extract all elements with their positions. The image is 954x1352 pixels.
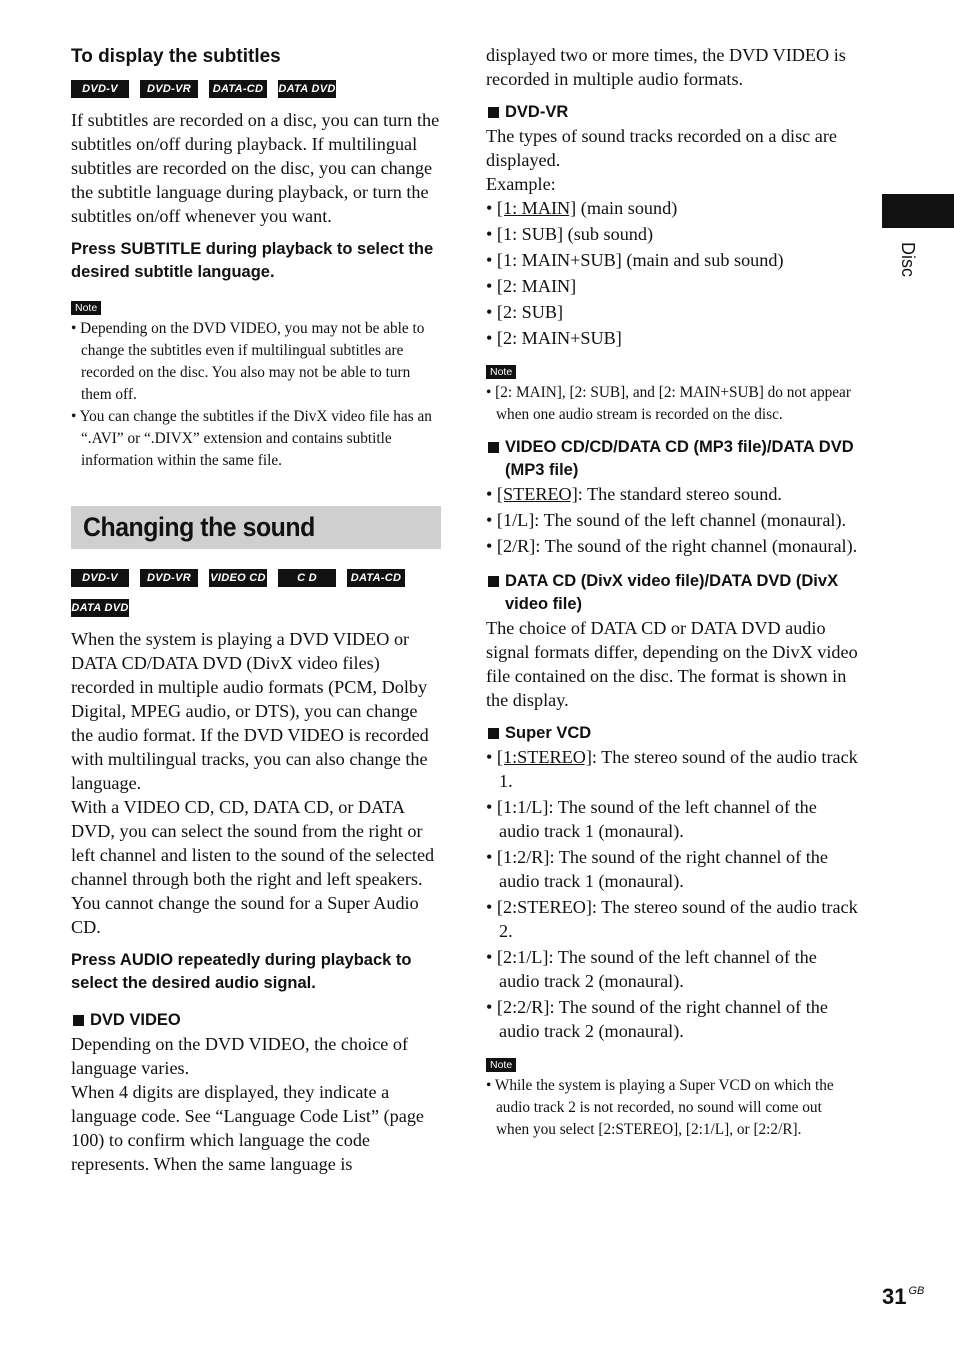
vcd-heading-text: VIDEO CD/CD/DATA CD (MP3 file)/DATA DVD (MP3 file) xyxy=(505,438,854,479)
option-text: [1/L]: The sound of the left channel (monaural). xyxy=(496,510,847,530)
section-header xyxy=(71,506,441,549)
default-option: [1: MAIN] xyxy=(496,198,577,218)
dvdvr-note xyxy=(486,362,858,426)
left-column xyxy=(71,40,441,1176)
option-item: • [1: MAIN] (main sound) xyxy=(486,198,678,218)
dvd-video-body: Depending on the DVD VIDEO, the choice of language varies. xyxy=(71,1034,409,1078)
subtitles-instruction: Press SUBTITLE during playback to select the desired subtitle language. xyxy=(71,240,434,281)
option-text: [1:2/R]: The sound of the right channel of the audio track 1 (monaural). xyxy=(496,847,828,891)
chapter-tab-label: Disc xyxy=(898,242,918,277)
disc-badge: VIDEO CD xyxy=(209,569,267,587)
option-text: (main sound) xyxy=(576,198,678,218)
note-label: Note xyxy=(486,1058,516,1072)
square-bullet-icon xyxy=(488,107,499,118)
option-item: • [2/R]: The sound of the right channel (monaural). xyxy=(486,536,858,556)
option-item: • [1: SUB] (sub sound) xyxy=(486,224,654,244)
disc-badge: DATA-CD xyxy=(209,80,267,98)
option-text: [2/R]: The sound of the right channel (monaural). xyxy=(496,536,858,556)
dvd-video-body: When 4 digits are displayed, they indicate a language code. See “Language Code List” (page 100) to confirm which language the code represents. When the same language is xyxy=(71,1082,424,1174)
option-item: • [1: MAIN+SUB] (main and sub sound) xyxy=(486,250,784,270)
subtitles-body: If subtitles are recorded on a disc, you can turn the subtitles on/off during playback. If multilingual subtitles are recorded on the disc, you can change the subtitle language during playback, or turn the subtitles on/off whenever you want. xyxy=(71,110,440,226)
subtitles-notes xyxy=(71,318,441,472)
svcd-heading xyxy=(486,722,858,745)
dvdvr-body: The types of sound tracks recorded on a disc are displayed. xyxy=(486,126,837,170)
page-number-value: 31 xyxy=(882,1284,907,1309)
dvd-video-heading-text: DVD VIDEO xyxy=(90,1011,181,1029)
option-text: [2:1/L]: The sound of the left channel of the audio track 2 (monaural). xyxy=(496,947,817,991)
divx-heading-text: DATA CD (DivX video file)/DATA DVD (DivX video file) xyxy=(505,572,839,613)
disc-badge: DVD-V xyxy=(71,569,129,587)
option-text: [1: MAIN+SUB] (main and sub sound) xyxy=(496,250,784,270)
option-item: • [2:1/L]: The sound of the left channel of the audio track 2 (monaural). xyxy=(486,947,817,991)
square-bullet-icon xyxy=(488,576,499,587)
chapter-tab-marker xyxy=(882,194,954,228)
note-item: • While the system is playing a Super VCD on which the audio track 2 is not recorded, no sound will come out when you select [2:STEREO], [2:1/L], or [2:2/R]. xyxy=(486,1077,834,1138)
svcd-options xyxy=(486,745,858,1043)
svcd-heading-text: Super VCD xyxy=(505,724,592,742)
subtitles-heading: To display the subtitles xyxy=(71,46,281,67)
option-text: [1: SUB] (sub sound) xyxy=(496,224,654,244)
sound-body-paragraph: When the system is playing a DVD VIDEO or DATA CD/DATA DVD (DivX video files) recorded in multiple audio formats (PCM, Dolby Digital, MPEG audio, or DTS), you can change the audio format. If the DVD VIDEO is recorded with multilingual tracks, you can also change the language. xyxy=(71,629,429,793)
sound-disc-badges xyxy=(71,569,441,617)
disc-badge: DVD-VR xyxy=(140,569,198,587)
option-text: [1:1/L]: The sound of the left channel of the audio track 1 (monaural). xyxy=(496,797,817,841)
option-text: [2: SUB] xyxy=(496,302,564,322)
option-item: • [1/L]: The sound of the left channel (monaural). xyxy=(486,510,847,530)
option-text: [2: MAIN] xyxy=(496,276,577,296)
option-item: • [1:STEREO]: The stereo sound of the audio track 1. xyxy=(486,747,858,791)
option-item: • [2:2/R]: The sound of the right channel of the audio track 2 (monaural). xyxy=(486,997,828,1041)
option-text: : The standard stereo sound. xyxy=(577,484,782,504)
note-label: Note xyxy=(71,301,101,315)
note-label: Note xyxy=(486,365,516,379)
option-text: [2: MAIN+SUB] xyxy=(496,328,622,348)
divx-body: The choice of DATA CD or DATA DVD audio signal formats differ, depending on the DivX video file contained on the disc. The format is shown in the display. xyxy=(486,618,858,710)
option-text: : The stereo sound of the audio track 1. xyxy=(499,747,858,791)
page-number xyxy=(882,1284,924,1310)
option-text: [2:STEREO]: The stereo sound of the audio track 2. xyxy=(496,897,858,941)
square-bullet-icon xyxy=(73,1015,84,1026)
sound-body-paragraph: You cannot change the sound for a Super Audio CD. xyxy=(71,893,419,937)
divx-heading xyxy=(486,570,858,616)
option-item: • [2:STEREO]: The stereo sound of the audio track 2. xyxy=(486,897,858,941)
dvdvr-example: Example: xyxy=(486,174,556,194)
default-option: [STEREO] xyxy=(496,484,578,504)
square-bullet-icon xyxy=(488,728,499,739)
disc-badge: C D xyxy=(278,569,336,587)
vcd-heading xyxy=(486,436,858,482)
option-item: • [1:2/R]: The sound of the right channel of the audio track 1 (monaural). xyxy=(486,847,828,891)
dvdvr-heading-text: DVD-VR xyxy=(505,103,569,121)
subtitles-disc-badges xyxy=(71,80,441,98)
dvdvr-options xyxy=(486,196,858,350)
disc-badge: DATA-CD xyxy=(347,569,405,587)
option-item: • [2: MAIN] xyxy=(486,276,577,296)
note-item: • You can change the subtitles if the DivX video file has an “.AVI” or “.DIVX” extension and contains subtitle information within the same file. xyxy=(71,408,432,469)
svcd-note xyxy=(486,1055,858,1141)
continued-text: displayed two or more times, the DVD VIDEO is recorded in multiple audio formats. xyxy=(486,45,846,89)
disc-badge: DVD-VR xyxy=(140,80,198,98)
disc-badge: DATA DVD xyxy=(71,599,129,617)
sound-instruction: Press AUDIO repeatedly during playback to select the desired audio signal. xyxy=(71,951,412,992)
disc-badge: DVD-V xyxy=(71,80,129,98)
vcd-options xyxy=(486,482,858,558)
disc-badge: DATA DVD xyxy=(278,80,336,98)
dvd-video-heading xyxy=(71,1009,441,1032)
square-bullet-icon xyxy=(488,442,499,453)
sound-body-paragraph: With a VIDEO CD, CD, DATA CD, or DATA DVD, you can select the sound from the right or left channel and listen to the sound of the selected channel through both the right and left speakers. xyxy=(71,797,435,889)
dvdvr-heading xyxy=(486,101,858,124)
right-column xyxy=(486,40,858,1141)
page-number-suffix: GB xyxy=(908,1285,925,1297)
note-item: • Depending on the DVD VIDEO, you may not be able to change the subtitles even if multilingual subtitles are recorded on the disc. You also may not be able to turn them off. xyxy=(71,320,425,403)
note-item: • [2: MAIN], [2: SUB], and [2: MAIN+SUB] do not appear when one audio stream is recorded on the disc. xyxy=(486,384,851,423)
section-title: Changing the sound xyxy=(83,512,315,542)
option-item: • [STEREO]: The standard stereo sound. xyxy=(486,484,782,504)
option-item: • [2: SUB] xyxy=(486,302,564,322)
default-option: [1:STEREO] xyxy=(496,747,592,767)
option-text: [2:2/R]: The sound of the right channel of the audio track 2 (monaural). xyxy=(496,997,828,1041)
option-item: • [2: MAIN+SUB] xyxy=(486,328,622,348)
option-item: • [1:1/L]: The sound of the left channel of the audio track 1 (monaural). xyxy=(486,797,817,841)
